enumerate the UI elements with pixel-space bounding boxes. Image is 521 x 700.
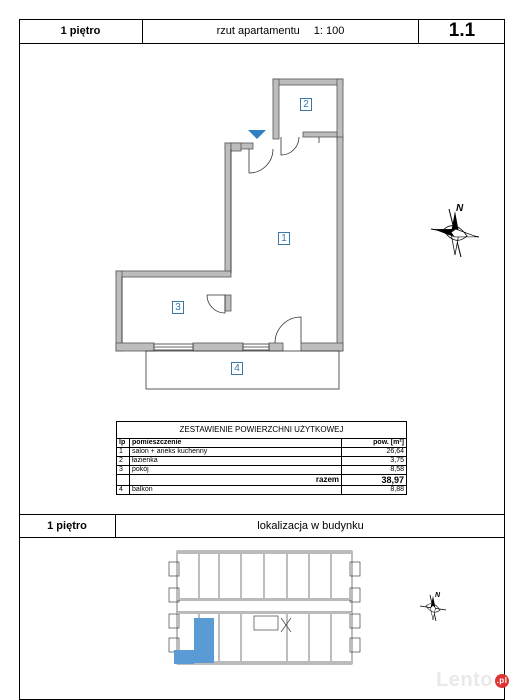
location-header	[19, 514, 505, 538]
row-lp: 4	[117, 486, 130, 495]
wall	[225, 143, 231, 273]
balcony-row	[117, 486, 407, 495]
wall	[301, 343, 343, 351]
room-label-4: 4	[231, 362, 243, 375]
location-title: lokalizacja w budynku	[257, 520, 364, 532]
table-header-row	[117, 439, 407, 448]
row-area: 3,75	[342, 457, 407, 466]
row-area: 26,64	[342, 448, 407, 457]
watermark-logo	[436, 669, 509, 692]
total-label: razem	[130, 475, 342, 486]
wall	[269, 343, 283, 351]
compass-north-label: N	[456, 203, 464, 214]
table-row	[117, 448, 407, 457]
row-room: łazienka	[130, 457, 342, 466]
room3-door-swing	[207, 295, 225, 313]
col-area: pow. [m²]	[342, 439, 407, 448]
wall	[225, 295, 231, 311]
area-table	[116, 438, 407, 495]
plan-title	[143, 19, 419, 43]
wall	[337, 137, 343, 351]
wall	[231, 143, 241, 151]
wall	[273, 79, 343, 85]
row-area: 8,88	[342, 486, 407, 495]
col-lp: lp	[117, 439, 130, 448]
entry-door-swing	[249, 149, 273, 173]
total-value: 38,97	[342, 475, 407, 486]
small-compass-icon	[420, 595, 446, 621]
room-label-1: 1	[278, 232, 290, 245]
row-area: 8,58	[342, 466, 407, 475]
building-plan	[19, 538, 505, 698]
floor-label: 1 piętro	[19, 19, 143, 43]
wall	[273, 79, 279, 139]
balcony-door-swing	[275, 317, 301, 343]
wall	[337, 79, 343, 141]
total-row	[117, 475, 407, 486]
small-compass-north-label: N	[435, 592, 441, 599]
row-lp: 2	[117, 457, 130, 466]
area-table-wrapper	[116, 421, 407, 495]
apartment-highlight-balcony	[174, 650, 194, 664]
row-room: salon + aneks kuchenny	[130, 448, 342, 457]
room-label-3: 3	[172, 301, 184, 314]
scale-text: 1: 100	[313, 25, 345, 37]
compass-icon	[431, 209, 479, 257]
row-lp: 1	[117, 448, 130, 457]
col-room: pomieszczenie	[130, 439, 342, 448]
apartment-highlight	[194, 618, 214, 663]
row-room: balkon	[130, 486, 342, 495]
wall	[116, 271, 231, 277]
bathroom-door-swing	[281, 137, 299, 155]
wall	[116, 271, 122, 351]
row-lp: 3	[117, 466, 130, 475]
plan-title-text: rzut apartamentu	[216, 25, 300, 37]
apartment-number: 1.1	[448, 20, 476, 41]
area-table-title: ZESTAWIENIE POWIERZCHNI UŻYTKOWEJ	[116, 421, 407, 438]
table-row	[117, 466, 407, 475]
entrance-marker-icon	[248, 130, 266, 139]
location-floor-label: 1 piętro	[19, 515, 116, 537]
wall	[116, 343, 154, 351]
room-label-2: 2	[300, 98, 312, 111]
wall	[193, 343, 243, 351]
wall	[303, 132, 337, 137]
watermark-text: Lento	[436, 669, 493, 691]
top-header	[19, 19, 505, 44]
watermark-suffix: .pl	[495, 674, 509, 688]
table-row	[117, 457, 407, 466]
row-room: pokój	[130, 466, 342, 475]
